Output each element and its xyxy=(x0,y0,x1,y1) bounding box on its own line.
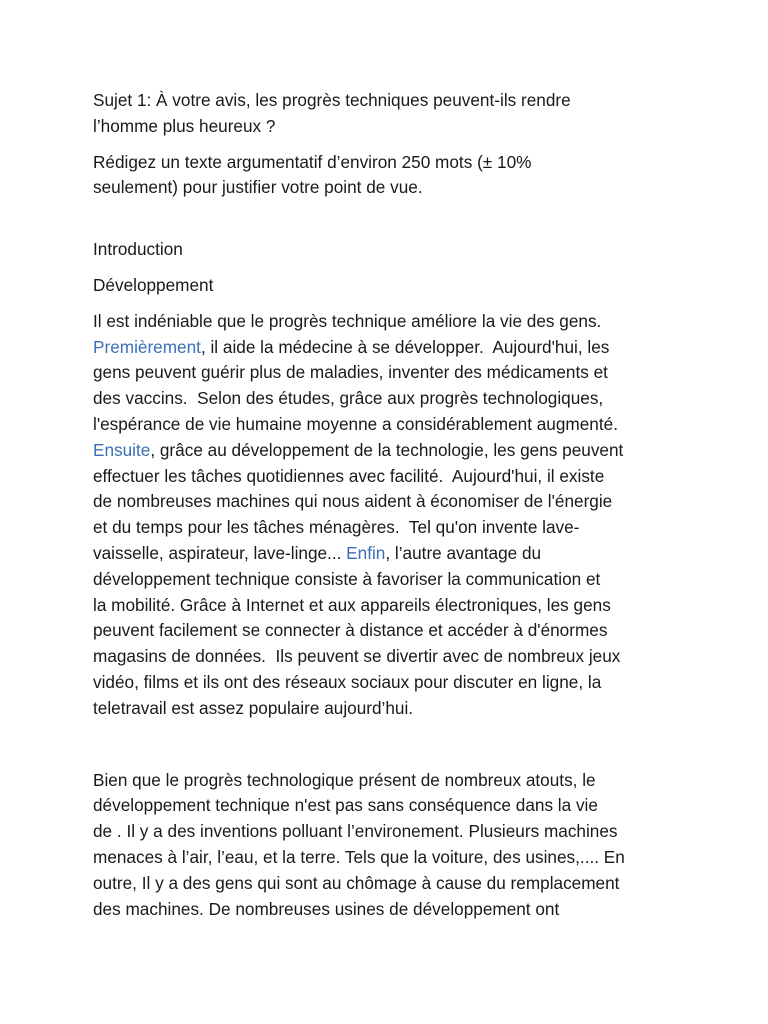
paragraph-line: développement technique consiste à favoriser la communication et xyxy=(93,568,601,589)
paragraph-1 xyxy=(93,309,733,722)
paragraph-line: teletravail est assez populaire aujourd’hui. xyxy=(93,697,414,718)
paragraph-line xyxy=(93,541,733,567)
paragraph-line: des vaccins. Selon des études, grâce aux progrès technologiques, xyxy=(93,388,604,409)
connector-premierement: Premièrement xyxy=(93,336,201,357)
paragraph-text: vaisselle, aspirateur, lave-linge... xyxy=(93,542,347,563)
paragraph-line: menaces à l’air, l’eau, et la terre. Tels que la voiture, des usines,.... En xyxy=(93,846,625,867)
paragraph-line: la mobilité. Grâce à Internet et aux appareils électroniques, les gens xyxy=(93,594,611,615)
paragraph-line: l'espérance de vie humaine moyenne a considérablement augmenté. xyxy=(93,413,618,434)
paragraph-text: , l’autre avantage du xyxy=(385,542,542,563)
heading-developpement: Développement xyxy=(93,274,214,295)
paragraph-line: vidéo, films et ils ont des réseaux sociaux pour discuter en ligne, la xyxy=(93,671,602,692)
paragraph-line: magasins de données. Ils peuvent se divertir avec de nombreux jeux xyxy=(93,646,621,667)
paragraph-line xyxy=(93,438,733,464)
paragraph-line: de . Il y a des inventions polluant l’environement. Plusieurs machines xyxy=(93,821,618,842)
connector-ensuite: Ensuite xyxy=(93,439,151,460)
paragraph-text: , grâce au développement de la technologie, les gens peuvent xyxy=(150,439,624,460)
paragraph-2 xyxy=(93,768,733,923)
instruction-block xyxy=(93,150,733,202)
paragraph-line: de nombreuses machines qui nous aident à économiser de l'énergie xyxy=(93,491,613,512)
paragraph-line: gens peuvent guérir plus de maladies, inventer des médicaments et xyxy=(93,362,608,383)
paragraph-line: peuvent facilement se connecter à distance et accéder à d'énormes xyxy=(93,620,608,641)
paragraph-line: des machines. De nombreuses usines de développement ont xyxy=(93,898,560,919)
paragraph-line xyxy=(93,335,733,361)
paragraph-line: Bien que le progrès technologique présent de nombreux atouts, le xyxy=(93,769,596,790)
subject-line: Sujet 1: À votre avis, les progrès techniques peuvent-ils rendre xyxy=(93,90,571,110)
paragraph-line: effectuer les tâches quotidiennes avec facilité. Aujourd'hui, il existe xyxy=(93,465,605,486)
document-page xyxy=(93,88,733,922)
connector-enfin: Enfin xyxy=(346,542,386,563)
instruction-line: seulement) pour justifier votre point de vue. xyxy=(93,177,423,198)
paragraph-line: développement technique n'est pas sans conséquence dans la vie xyxy=(93,795,598,816)
heading-introduction: Introduction xyxy=(93,239,183,260)
paragraph-text: , il aide la médecine à se développer. Aujourd'hui, les xyxy=(200,336,610,357)
paragraph-line: et du temps pour les tâches ménagères. Tel qu'on invente lave- xyxy=(93,517,580,538)
instruction-line: Rédigez un texte argumentatif d’environ 250 mots (± 10% xyxy=(93,151,532,172)
paragraph-line: outre, Il y a des gens qui sont au chômage à cause du remplacement xyxy=(93,872,620,893)
paragraph-line: Il est indéniable que le progrès technique améliore la vie des gens. xyxy=(93,310,602,331)
subject-line: l’homme plus heureux ? xyxy=(93,115,276,136)
subject-block xyxy=(93,88,733,140)
